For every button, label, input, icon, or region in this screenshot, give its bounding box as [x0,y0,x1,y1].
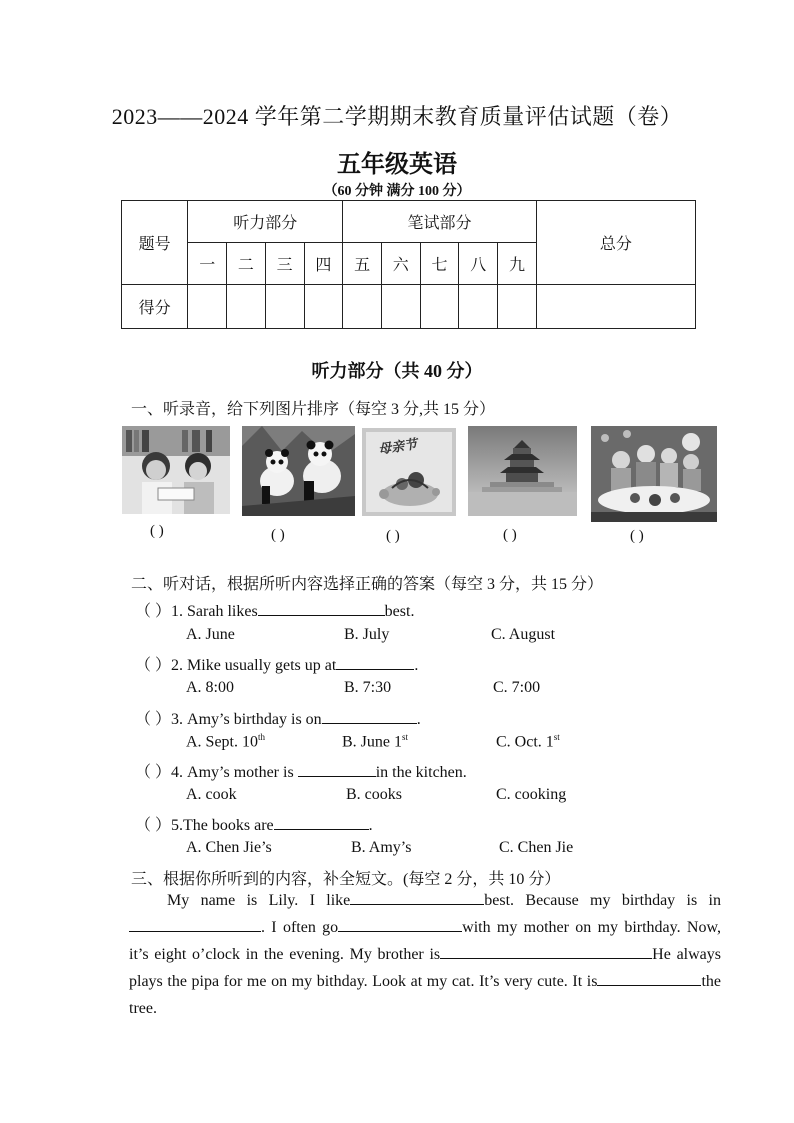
row-label-score: 得分 [122,285,188,329]
cloze-paragraph [129,887,721,1022]
score-cell[interactable] [227,285,266,329]
total-label: 总分 [536,201,695,285]
exam-title: 2023——2024 学年第二学期期末教育质量评估试题（卷） [111,104,683,129]
score-table [121,200,696,329]
number-cell: 六 [381,243,420,285]
number-cell: 七 [420,243,459,285]
question-row [135,652,418,675]
answer-paren[interactable]: （ ） [135,711,172,728]
cloze-text: best. Because my birthday is in [484,892,721,909]
answer-paren[interactable]: ( ) [630,528,644,544]
listening-label: 听力部分 [188,201,343,243]
question-row [135,759,467,782]
score-cell[interactable] [381,285,420,329]
answer-blank[interactable] [597,971,701,986]
option: A. Chen Jie’s [186,839,272,856]
question-stem-end: . [414,657,419,674]
answer-blank[interactable] [129,917,261,932]
option: B. 7:30 [344,679,392,696]
answer-blank[interactable] [440,944,652,959]
option-text: A. Sept. 10 [186,733,258,751]
part1-heading: 一、听录音，给下列图片排序（每空 3 分,共 15 分） [131,401,496,418]
exam-subject: 五年级英语 [337,152,457,178]
option-sup: st [553,732,560,742]
option: C. 7:00 [493,679,541,696]
score-cell[interactable] [459,285,498,329]
score-cell[interactable] [188,285,227,329]
question-stem: 5.The books are [171,817,274,834]
option: B. cooks [346,786,402,803]
cloze-text: He always plays the pipa for me on my bithday. Look at my cat. It’s very cute. It is [129,946,721,990]
answer-blank[interactable] [274,815,369,830]
answer-blank[interactable] [350,890,484,905]
answer-paren[interactable]: ( ) [503,527,517,543]
option-text: B. June 1 [342,733,402,751]
option [496,732,560,751]
answer-paren[interactable]: （ ） [135,657,172,674]
writing-label: 笔试部分 [343,201,537,243]
score-cell[interactable] [420,285,459,329]
number-cell: 三 [265,243,304,285]
part2-heading: 二、听对话，根据所听内容选择正确的答案（每空 3 分，共 15 分） [131,576,604,593]
option: A. June [186,626,235,643]
answer-blank[interactable] [322,709,417,724]
option-sup: st [402,732,409,742]
pandas-image [242,426,355,516]
family-dinner-image [591,426,717,522]
question-stem: 2. Mike usually gets up at [171,657,337,674]
question-row [135,812,373,835]
option-text: C. Oct. 1 [496,733,554,751]
number-cell: 四 [304,243,343,285]
answer-blank[interactable] [336,655,414,670]
listening-section-title: 听力部分（共 40 分） [311,361,483,381]
part3-heading: 三、根据你所听到的内容，补全短文。(每空 2 分，共 10 分） [131,871,561,888]
cloze-text: the tree. [129,973,721,1017]
number-cell: 九 [498,243,537,285]
answer-blank[interactable] [298,762,376,777]
option-sup: th [258,732,266,742]
option: C. Chen Jie [499,839,574,856]
option: A. 8:00 [186,679,234,696]
cloze-text: My name is Lily. I like [167,892,351,909]
answer-paren[interactable]: ( ) [150,523,164,539]
question-stem-end: . [416,711,421,728]
number-cell: 八 [459,243,498,285]
cloze-text: with my mother on my birthday. Now, it’s eight o’clock in the evening. My brother is [129,919,722,963]
children-reading-image [122,426,230,514]
card-text: 母亲节 [377,437,419,458]
option [186,732,265,751]
answer-paren[interactable]: （ ） [135,764,172,781]
answer-blank[interactable] [258,601,385,616]
option: A. cook [186,786,237,803]
question-stem: 1. Sarah likes [171,603,258,620]
answer-paren[interactable]: （ ） [135,603,172,620]
answer-blank[interactable] [338,917,462,932]
exam-meta: （60 分钟 满分 100 分） [323,184,471,199]
question-row [135,706,421,729]
question-stem: 3. Amy’s birthday is on [171,711,322,728]
score-cell[interactable] [498,285,537,329]
question-row [135,598,414,621]
option [342,732,408,751]
option: B. July [344,626,390,643]
number-cell: 二 [227,243,266,285]
question-stem-end: best. [384,603,415,620]
cloze-text: . I often go [261,919,339,936]
row-label-question: 题号 [122,201,188,285]
answer-paren[interactable]: （ ） [135,817,172,834]
question-stem: 4. Amy’s mother is [171,764,294,781]
mothers-day-card-image [362,428,456,516]
score-cell[interactable] [343,285,382,329]
answer-paren[interactable]: ( ) [271,527,285,543]
number-cell: 一 [188,243,227,285]
option: C. cooking [496,786,567,803]
temple-of-heaven-image [468,426,577,516]
question-stem-end: in the kitchen. [375,764,467,781]
number-cell: 五 [343,243,382,285]
total-score-cell[interactable] [536,285,695,329]
score-cell[interactable] [265,285,304,329]
option: C. August [491,626,556,643]
option: B. Amy’s [351,839,412,856]
question-stem-end: . [368,817,373,834]
score-cell[interactable] [304,285,343,329]
answer-paren[interactable]: ( ) [386,528,400,544]
